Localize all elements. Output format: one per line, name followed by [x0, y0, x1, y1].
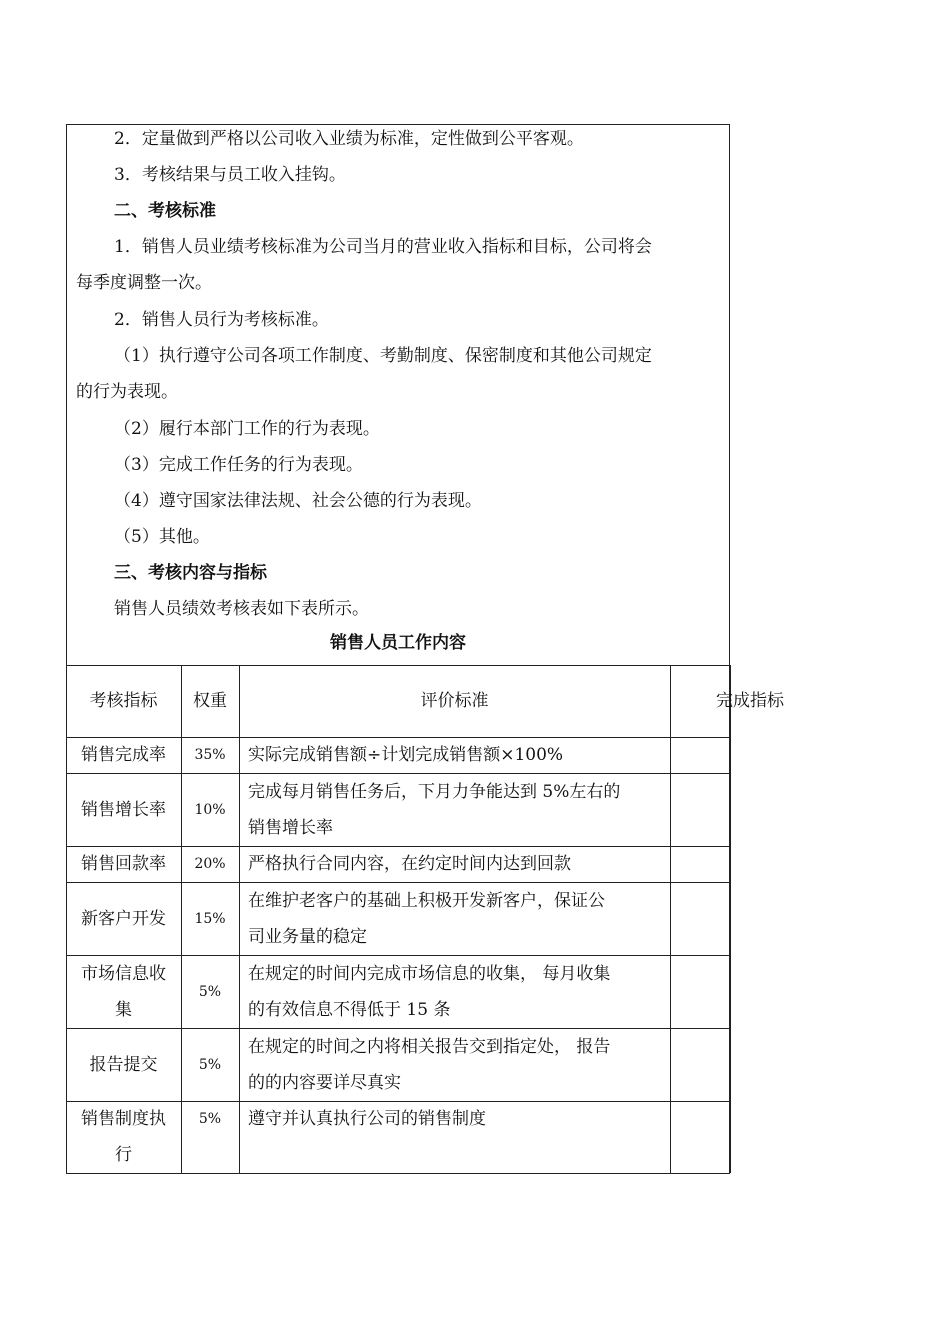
paragraph-behavior-item-3: （3）完成工作任务的行为表现。	[114, 455, 363, 475]
row-4-criteria-line: 在规定的时间内完成市场信息的收集， 每月收集	[248, 963, 611, 984]
row-6-criteria-text	[248, 1101, 486, 1137]
section-heading-standards: 二、考核标准	[114, 201, 216, 221]
paragraph-table-intro: 销售人员绩效考核表如下表所示。	[114, 599, 369, 619]
row-5-criteria-line: 在规定的时间之内将相关报告交到指定处， 报告	[248, 1036, 611, 1057]
row-5-criteria	[239, 1028, 670, 1101]
row-6-weight	[181, 1101, 239, 1173]
row-6-indicator-text	[81, 1101, 166, 1173]
row-1-weight-text	[194, 792, 225, 828]
row-3-criteria-line: 在维护老客户的基础上积极开发新客户，保证公	[248, 890, 605, 911]
row-5-weight	[181, 1028, 239, 1101]
paragraph-quant-standard: 2．定量做到严格以公司收入业绩为标准，定性做到公平客观。	[114, 129, 584, 149]
row-3-indicator-line: 新客户开发	[81, 908, 166, 929]
header-indicator-line: 考核指标	[89, 691, 158, 711]
row-6-criteria	[239, 1101, 670, 1173]
row-4-completion	[670, 955, 730, 1028]
row-3-indicator-text	[81, 901, 166, 937]
header-weight-line: 权重	[193, 691, 227, 711]
row-4-indicator-line: 集	[115, 999, 132, 1020]
row-0-criteria-line: 实际完成销售额÷计划完成销售额×100%	[248, 745, 564, 765]
row-1-indicator-text	[81, 792, 166, 828]
row-1-completion	[670, 773, 730, 846]
row-6-weight-text	[199, 1101, 221, 1137]
header-indicator-text	[90, 683, 158, 719]
row-2-criteria	[239, 846, 670, 882]
row-1-indicator	[66, 773, 181, 846]
row-2-criteria-line: 严格执行合同内容，在约定时间内达到回款	[248, 854, 571, 874]
row-1-criteria-text	[248, 774, 620, 846]
row-4-indicator	[66, 955, 181, 1028]
row-3-completion	[670, 882, 730, 955]
row-3-criteria-text	[248, 883, 605, 955]
row-4-criteria-line: 的有效信息不得低于 15 条	[248, 999, 451, 1020]
section-heading-content: 三、考核内容与指标	[114, 563, 267, 583]
paragraph-behavior-item-1: （1）执行遵守公司各项工作制度、考勤制度、保密制度和其他公司规定	[114, 346, 652, 366]
row-2-completion	[670, 846, 730, 882]
row-3-weight-text	[194, 901, 225, 937]
row-0-weight-text	[194, 737, 225, 773]
row-3-criteria-line: 司业务量的稳定	[248, 926, 367, 947]
paragraph-behavior-item-4: （4）遵守国家法律法规、社会公德的行为表现。	[114, 491, 482, 511]
row-2-weight	[181, 846, 239, 882]
header-weight	[181, 665, 239, 737]
row-4-weight	[181, 955, 239, 1028]
row-4-criteria	[239, 955, 670, 1028]
row-0-completion	[670, 737, 730, 773]
paragraph-behavior-item-1-cont: 的行为表现。	[76, 382, 178, 402]
paragraph-performance-standard-cont: 每季度调整一次。	[76, 273, 212, 293]
row-5-indicator-line: 报告提交	[89, 1054, 158, 1075]
row-4-criteria-text	[248, 956, 610, 1028]
row-4-indicator-line: 市场信息收	[81, 963, 166, 984]
header-criteria-line: 评价标准	[420, 691, 489, 711]
row-6-indicator	[66, 1101, 181, 1173]
row-3-indicator	[66, 882, 181, 955]
row-1-weight-line: 10%	[194, 801, 226, 818]
row-5-weight-line: 5%	[198, 1056, 222, 1073]
row-5-criteria-text	[248, 1029, 610, 1101]
row-4-weight-text	[199, 974, 221, 1010]
header-criteria-text	[421, 683, 489, 719]
table-column-rule-4	[730, 665, 731, 1173]
row-3-weight	[181, 882, 239, 955]
row-0-indicator-text	[81, 737, 166, 773]
paragraph-result-link: 3．考核结果与员工收入挂钩。	[114, 165, 346, 185]
paragraph-behavior-item-2: （2）履行本部门工作的行为表现。	[114, 419, 380, 439]
row-1-criteria-line: 完成每月销售任务后，下月力争能达到 5%左右的	[248, 781, 621, 802]
row-5-indicator-text	[90, 1047, 158, 1083]
row-1-criteria-line: 销售增长率	[248, 817, 333, 838]
row-0-weight-line: 35%	[194, 747, 226, 763]
row-0-criteria-text	[248, 737, 563, 773]
row-0-weight	[181, 737, 239, 773]
row-3-weight-line: 15%	[194, 910, 226, 927]
row-2-indicator-text	[81, 846, 166, 882]
row-2-criteria-text	[248, 846, 571, 882]
row-2-indicator	[66, 846, 181, 882]
paragraph-performance-standard: 1．销售人员业绩考核标准为公司当月的营业收入指标和目标，公司将会	[114, 237, 652, 257]
row-2-indicator-line: 销售回款率	[81, 854, 166, 874]
row-1-criteria	[239, 773, 670, 846]
header-weight-text	[193, 683, 227, 719]
table-rule-8	[66, 1173, 730, 1174]
row-6-criteria-line: 遵守并认真执行公司的销售制度	[248, 1109, 486, 1129]
row-1-indicator-line: 销售增长率	[81, 799, 166, 820]
row-6-indicator-line: 行	[115, 1145, 132, 1165]
row-0-indicator-line: 销售完成率	[81, 745, 166, 765]
row-1-weight	[181, 773, 239, 846]
row-0-indicator	[66, 737, 181, 773]
row-5-criteria-line: 的的内容要详尽真实	[248, 1072, 401, 1093]
row-2-weight-text	[194, 846, 225, 882]
table-title: 销售人员工作内容	[330, 633, 466, 653]
row-6-indicator-line: 销售制度执	[81, 1109, 166, 1129]
row-0-criteria	[239, 737, 670, 773]
row-6-weight-line: 5%	[198, 1111, 222, 1127]
row-6-completion	[670, 1101, 730, 1173]
row-4-indicator-text	[81, 956, 166, 1028]
row-2-weight-line: 20%	[194, 856, 226, 872]
header-completion: 完成指标	[716, 691, 784, 711]
header-criteria	[239, 665, 670, 737]
header-indicator	[66, 665, 181, 737]
row-3-criteria	[239, 882, 670, 955]
row-5-weight-text	[199, 1047, 221, 1083]
row-5-indicator	[66, 1028, 181, 1101]
row-5-completion	[670, 1028, 730, 1101]
row-4-weight-line: 5%	[198, 983, 222, 1000]
paragraph-behavior-item-5: （5）其他。	[114, 527, 210, 547]
paragraph-behavior-standard: 2．销售人员行为考核标准。	[114, 310, 329, 330]
